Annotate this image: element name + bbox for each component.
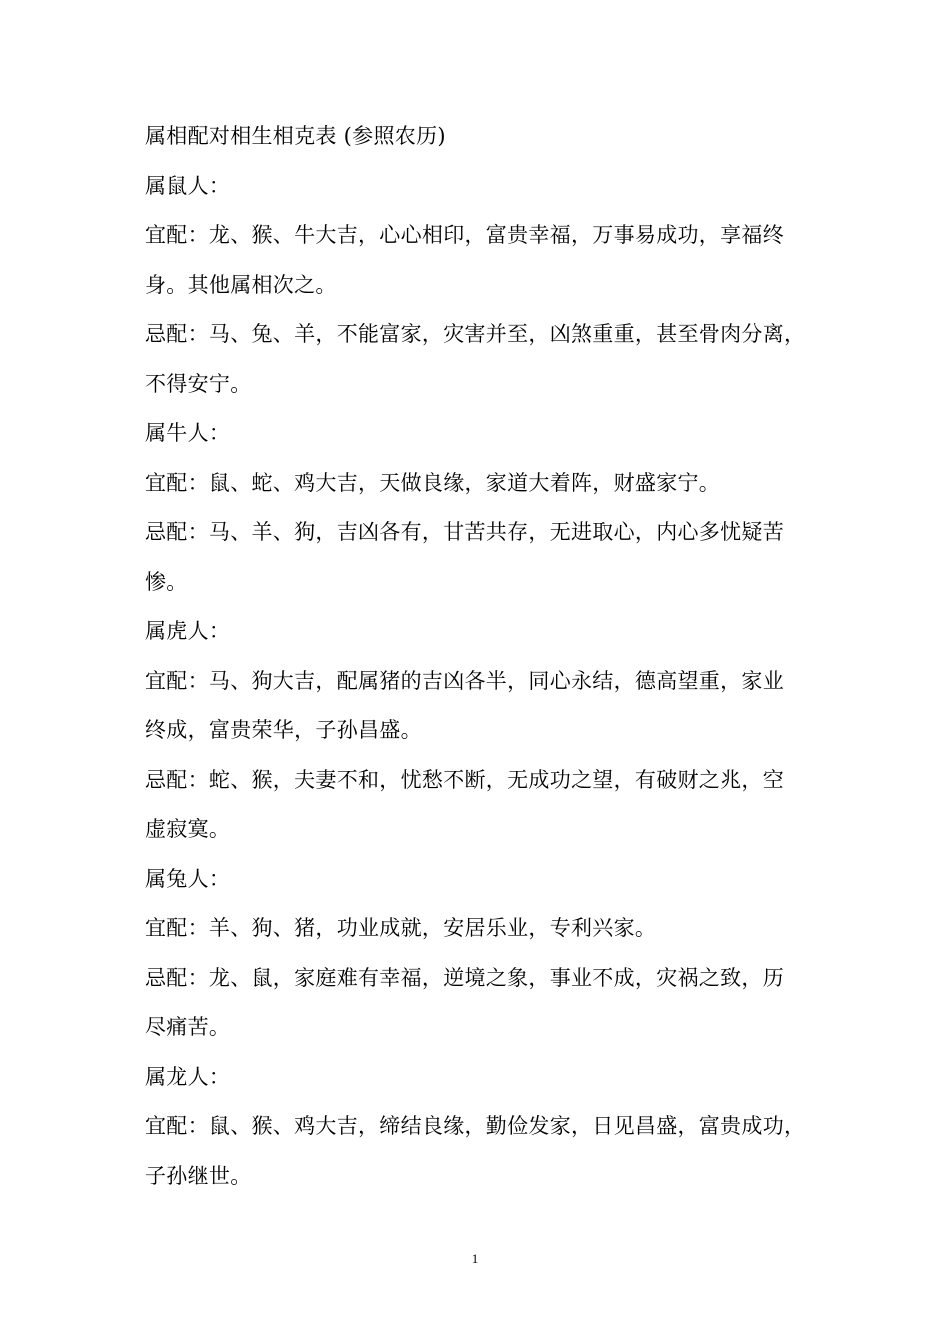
text-line: 身。其他属相次之。 <box>145 272 337 297</box>
text-line: 惨。 <box>145 569 188 594</box>
text-line: 属龙人： <box>145 1064 231 1089</box>
text-line: 忌配：蛇、猴，夫妻不和，忧愁不断，无成功之望，有破财之兆，空 <box>145 767 784 792</box>
text-line: 忌配：马、羊、狗，吉凶各有，甘苦共存，无进取心，内心多忧疑苦 <box>145 520 784 544</box>
page-number: 1 <box>471 1251 479 1266</box>
text-line: 宜配：羊、狗、猪，功业成就，安居乐业，专利兴家。 <box>145 916 657 940</box>
text-line: 子孙继世。 <box>145 1163 252 1188</box>
text-line: 宜配：鼠、猴、鸡大吉，缔结良缘，勤俭发家，日见昌盛，富贵成功， <box>145 1114 806 1138</box>
text-line: 终成，富贵荣华，子孙昌盛。 <box>145 718 422 742</box>
document-body <box>145 112 810 1201</box>
text-line: 宜配：龙、猴、牛大吉，心心相印，富贵幸福，万事易成功，享福终 <box>145 223 784 247</box>
text-line: 忌配：马、兔、羊，不能富家，灾害并至，凶煞重重，甚至骨肉分离， <box>145 322 806 346</box>
text-line: 宜配：鼠、蛇、鸡大吉，天做良缘，家道大着阵，财盛家宁。 <box>145 470 721 495</box>
text-line: 虚寂寞。 <box>145 817 231 841</box>
text-line: 宜配：马、狗大吉，配属猪的吉凶各半，同心永结，德高望重，家业 <box>145 668 784 693</box>
text-line: 属牛人： <box>145 421 231 445</box>
text-line: 忌配：龙、鼠，家庭难有幸福，逆境之象，事业不成，灾祸之致，历 <box>145 965 784 990</box>
text-line: 不得安宁。 <box>145 371 252 396</box>
text-line: 尽痛苦。 <box>145 1015 231 1039</box>
text-line: 属虎人： <box>145 619 231 643</box>
text-line: 属兔人： <box>145 866 231 891</box>
text-line: 属鼠人： <box>145 173 231 198</box>
document-title: 属相配对相生相克表 (参照农历) <box>145 124 446 148</box>
